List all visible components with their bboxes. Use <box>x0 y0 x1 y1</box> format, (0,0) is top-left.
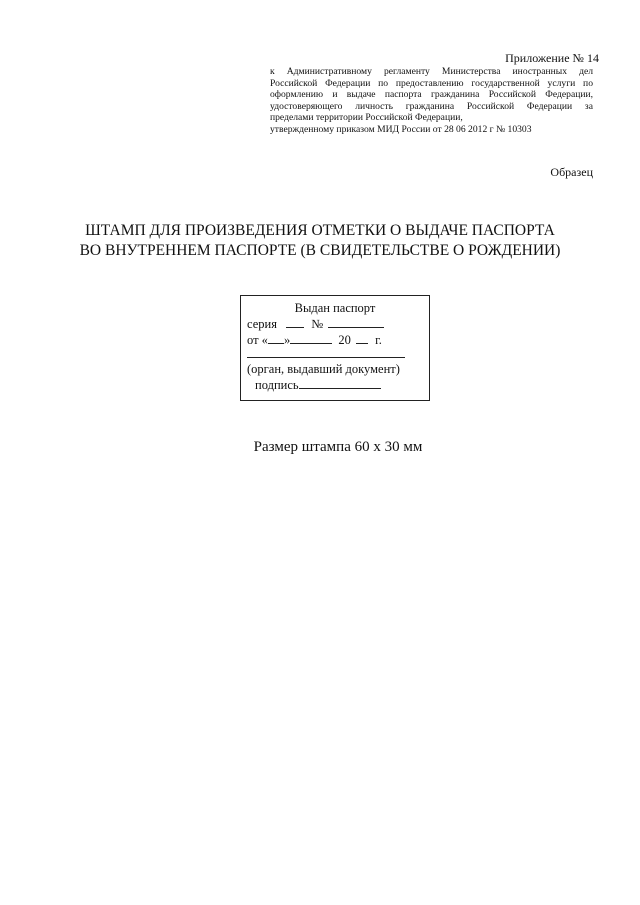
month-blank <box>290 331 332 344</box>
stamp-series-row <box>247 315 384 332</box>
stamp-size-note: Размер штампа 60 х 30 мм <box>253 439 423 455</box>
authority-blank-line <box>247 357 405 358</box>
signature-label: подпись <box>255 378 299 392</box>
sample-label: Образец <box>550 165 593 179</box>
authority-caption: (орган, выдавший документ) <box>247 362 400 376</box>
annex-line: пределами территории Российской Федерации, <box>270 112 463 124</box>
annex-line: Российской Федерации по предоставлению государственной услуги по <box>270 77 593 89</box>
document-title-line: ШТАМП ДЛЯ ПРОИЗВЕДЕНИЯ ОТМЕТКИ О ВЫДАЧЕ ПАСПОРТА <box>85 222 555 239</box>
date-open-label: от « <box>247 333 268 347</box>
stamp-sample <box>240 295 430 401</box>
year-prefix: 20 <box>338 333 351 347</box>
annex-line: к Административному регламенту Министерства иностранных дел <box>270 66 593 77</box>
number-label: № <box>311 317 324 331</box>
stamp-title: Выдан паспорт <box>294 301 376 315</box>
series-label: серия <box>247 317 277 331</box>
series-blank <box>286 315 304 328</box>
annex-line: утвержденному приказом МИД России от 28 06 2012 г № 10303 <box>270 123 532 135</box>
year-blank <box>356 331 368 344</box>
annex-line: удостоверяющего личность гражданина Российской Федерации за <box>270 100 593 112</box>
annex-title: Приложение № 14 <box>505 51 599 65</box>
date-close-label: » <box>283 333 291 347</box>
number-blank <box>328 315 384 328</box>
day-blank <box>268 331 284 344</box>
stamp-signature-row <box>255 376 381 393</box>
signature-blank <box>299 376 381 389</box>
year-suffix: г. <box>375 333 382 347</box>
document-title <box>0 221 640 261</box>
stamp-date-row <box>247 331 382 348</box>
annex-line: оформлению и выдаче паспорта гражданина Российской Федерации, <box>270 89 593 101</box>
annex-reference-text <box>270 66 593 136</box>
document-title-line: ВО ВНУТРЕННЕМ ПАСПОРТЕ (В СВИДЕТЕЛЬСТВЕ О РОЖДЕНИИ) <box>79 242 561 259</box>
